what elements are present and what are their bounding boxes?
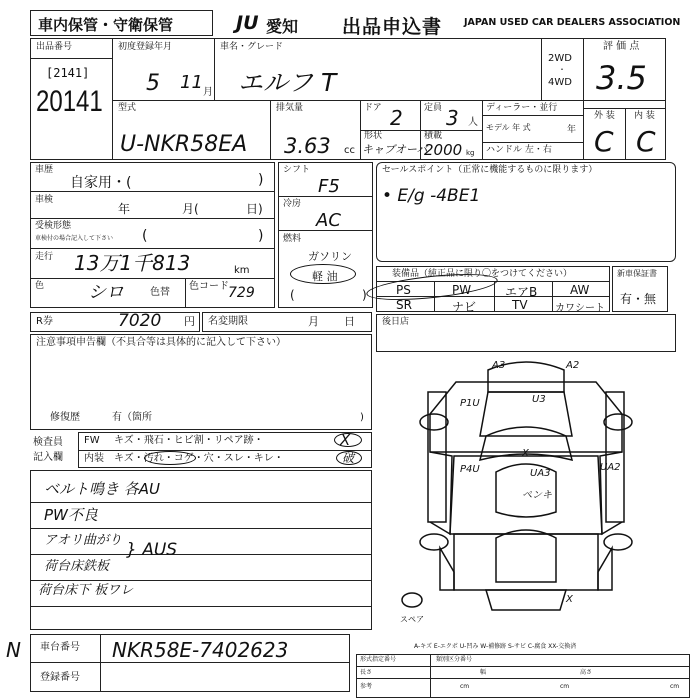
size-label: 形式指定番号	[360, 656, 397, 663]
model-value: U-NKR58EA	[120, 132, 248, 157]
diagram-right-side	[606, 392, 624, 522]
model-year-label: モデル 年 式	[486, 123, 531, 132]
association-name: JAPAN USED CAR DEALERS ASSOCIATION	[464, 17, 681, 28]
tear-circle	[336, 451, 362, 465]
inspection-day: 日)	[246, 202, 263, 216]
fw-circle	[334, 433, 362, 447]
drive-4wd: 4WD	[548, 77, 572, 88]
repair-value: 有（箇所	[112, 412, 152, 423]
fw-items: キズ・飛石・ヒビ割・リペア跡・	[114, 435, 264, 446]
shape-value: キャブオーバ	[362, 143, 428, 156]
equipment-item: PW	[452, 283, 472, 297]
recycle-amount: 7020	[118, 311, 162, 331]
car-name-grade: エルフ T	[238, 68, 337, 97]
damage-legend: A-キズ E-エクボ U-凹み W-補修跡 S-サビ C-腐食 XX-交換済	[414, 643, 577, 650]
reception-close: )	[258, 228, 264, 244]
rating-value: 3.5	[596, 59, 647, 97]
equipment-item: エアB	[505, 285, 538, 299]
reception-open: (	[142, 228, 148, 244]
drive-2wd: 2WD	[548, 53, 572, 64]
note-line: ベルト鳴き 各AU	[44, 480, 161, 498]
doors-label: ドア	[364, 103, 382, 113]
rating-label: 評 価 点	[603, 41, 640, 52]
color-code-value: 729	[228, 285, 255, 301]
caution-label: 注意事項申告欄（不具合等は具体的に記入して下さい）	[36, 337, 286, 348]
capacity-value: 3	[446, 106, 459, 130]
recycle-label: R券	[36, 316, 53, 327]
spare-label: スペア	[400, 615, 424, 624]
first-reg-year: 5	[146, 71, 160, 96]
diagram-wheel	[420, 534, 448, 550]
equipment-label: 装備品（純正品に限り〇をつけてください）	[392, 269, 573, 279]
name-change-label: 名変期限	[208, 316, 248, 327]
diagram-wheel	[604, 534, 632, 550]
damage-mark: UA3	[530, 468, 551, 479]
name-grade-label: 車名・グレード	[220, 42, 284, 52]
fw-label: FW	[84, 435, 100, 446]
chassis-label: 車台番号	[40, 642, 80, 653]
inspector-label-bottom: 記入欄	[33, 452, 63, 463]
recycle-box	[30, 312, 200, 332]
exterior-label: 外 装	[594, 111, 615, 121]
interior-label: 内 装	[634, 111, 655, 121]
shift-value: F5	[318, 176, 340, 197]
displacement-value: 3.63	[284, 134, 331, 158]
storage-notice: 車内保管・守衛保管	[38, 16, 174, 34]
color-label: 色	[35, 281, 45, 291]
aftermarket-label: 後日店	[382, 317, 410, 327]
fuel-gasoline: ガソリン	[308, 250, 352, 263]
note-line: アオリ曲がり	[44, 533, 122, 548]
damage-mark: P4U	[460, 464, 480, 475]
fuel-label: 燃料	[283, 234, 302, 244]
interior-mark: 破	[342, 451, 355, 465]
damage-mark: A2	[566, 360, 580, 371]
size-label: 高さ	[580, 669, 593, 676]
damage-mark: UA2	[600, 462, 621, 473]
note-bracket-aus: } AUS	[126, 540, 178, 560]
size-unit: cm	[670, 683, 680, 690]
fuel-circle	[290, 264, 356, 284]
reception-note: 車検付の場合記入して下さい	[35, 235, 114, 242]
capacity-label: 定員	[424, 103, 443, 113]
repair-label: 修復歴	[50, 412, 80, 423]
exterior-grade: C	[594, 125, 614, 158]
model-year-nen: 年	[567, 125, 577, 135]
equipment-item: SR	[396, 298, 412, 312]
size-label: 類別区分番号	[436, 656, 473, 663]
damage-mark: P1U	[460, 398, 480, 409]
load-value: 2000	[424, 141, 463, 159]
shift-label: シフト	[283, 165, 311, 175]
damage-mark: A3	[492, 360, 506, 371]
model-label: 型式	[118, 103, 137, 113]
lot-bracket-number: [2141]	[46, 66, 90, 80]
first-reg-month: 11	[180, 72, 203, 93]
drive-dot: ・	[558, 65, 566, 74]
reception-label: 受検形態	[35, 221, 72, 231]
note-line: 荷台床鉄板	[44, 559, 110, 574]
equipment-item: AW	[570, 283, 590, 297]
mileage-label: 走行	[35, 252, 54, 262]
warranty-label: 新車保証書	[617, 269, 657, 278]
lot-number: 20141	[36, 85, 103, 118]
warranty-value: 有・無	[620, 292, 657, 306]
inspection-year: 年	[118, 202, 131, 216]
color-code-label: 色コード	[189, 281, 229, 292]
size-unit: cm	[560, 683, 570, 690]
interior-items: キズ・汚れ・コゲ・穴・スレ・キレ・	[114, 453, 284, 464]
month-suffix: 月	[203, 87, 213, 98]
note-line: PW不良	[44, 506, 98, 524]
vehicle-damage-diagram	[376, 352, 676, 630]
km-unit: km	[234, 265, 250, 276]
name-change-day: 日	[344, 315, 355, 328]
damage-mark: X	[522, 448, 529, 459]
equipment-item: PS	[396, 283, 411, 297]
cooler-label: 冷房	[283, 199, 302, 209]
doors-value: 2	[390, 106, 403, 130]
capacity-unit: 人	[468, 117, 478, 128]
note-line: 荷台床下 板ワレ	[38, 583, 134, 598]
fuel-light-oil: 軽 油	[312, 270, 338, 283]
car-history-close: )	[258, 172, 264, 188]
shape-label: 形状	[364, 131, 383, 141]
registration-label: 登録番号	[40, 672, 80, 683]
dealer-label: ディーラー・並行	[486, 103, 558, 113]
aftermarket-box	[376, 314, 676, 352]
recycle-yen: 円	[184, 315, 195, 328]
size-unit: cm	[460, 683, 470, 690]
size-label: 参考	[360, 683, 373, 690]
car-history-value: 自家用・(	[70, 175, 132, 191]
interior-grade: C	[636, 125, 656, 158]
side-mark: N	[6, 638, 21, 662]
displacement-label: 排気量	[276, 103, 304, 113]
diagram-rear	[486, 590, 566, 610]
cc-unit: cc	[344, 145, 355, 156]
caution-box	[30, 334, 372, 430]
stain-circle	[144, 451, 196, 465]
inspection-month: 月(	[182, 202, 199, 216]
equipment-item: カワシート	[555, 303, 605, 314]
handle-label: ハンドル 左・右	[486, 145, 552, 155]
fuel-other-open: (	[290, 288, 295, 302]
inspector-label-top: 検査員	[33, 437, 63, 448]
name-change-month: 月	[308, 315, 319, 328]
form-title: 出品申込書	[342, 16, 443, 38]
repair-close: )	[360, 412, 364, 423]
logo-region: 愛知	[266, 17, 299, 36]
selling-points-note: • E/g -4BE1	[382, 186, 481, 206]
car-history-label: 車歴	[35, 165, 54, 175]
selling-points-box	[376, 162, 676, 262]
diagram-wheel	[604, 414, 632, 430]
fw-mark: X	[340, 431, 351, 449]
selling-points-label: セールスポイント（正常に機能するものに限ります）	[382, 165, 598, 175]
equipment-item: ナビ	[452, 300, 477, 314]
size-table	[356, 654, 690, 698]
ju-logo: JU	[236, 12, 259, 34]
first-reg-label: 初度登録年月	[118, 42, 173, 52]
size-label: 長さ	[360, 669, 373, 676]
damage-mark: X	[566, 594, 573, 605]
cooler-value: AC	[316, 210, 341, 231]
chassis-number: NKR58E-7402623	[112, 638, 289, 662]
equipment-item: TV	[512, 298, 528, 312]
color-value: シロ	[88, 282, 124, 303]
size-label: 幅	[480, 669, 487, 676]
interior-inspect-label: 内装	[84, 453, 104, 464]
spare-tire	[402, 593, 422, 607]
mileage-value: 13万1千813	[74, 251, 191, 275]
diagram-wheel	[420, 414, 448, 430]
kg-unit: kg	[466, 149, 475, 157]
damage-mark: ペンキ	[522, 490, 552, 501]
diagram-left-side	[428, 392, 446, 522]
load-label: 積載	[424, 131, 443, 141]
color-change-label: 色替	[150, 287, 170, 298]
lot-label: 出品番号	[36, 42, 73, 52]
fuel-other-close: )	[362, 288, 367, 302]
damage-mark: U3	[532, 394, 546, 405]
inspection-label: 車検	[35, 195, 54, 205]
